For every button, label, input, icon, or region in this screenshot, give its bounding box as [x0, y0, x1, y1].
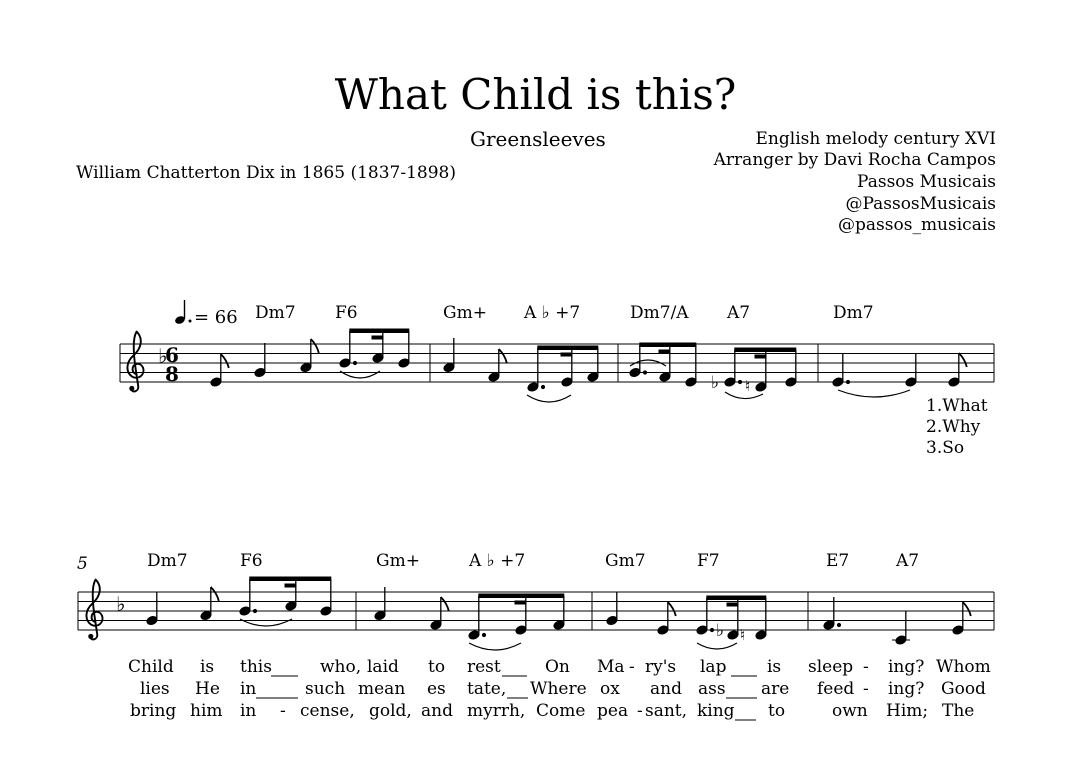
- lyric-syllable: to: [428, 657, 446, 677]
- lyric-syllable: him: [190, 701, 223, 721]
- chord-symbol: F6: [335, 303, 358, 323]
- lyric-syllable: who,: [320, 657, 362, 677]
- lyric-hyphen: -: [863, 679, 869, 699]
- lyric-syllable: ing?: [888, 657, 925, 677]
- chord-symbol: E7: [826, 551, 850, 571]
- lyric-syllable: myrrh,: [467, 701, 526, 721]
- poet-credit: William Chatterton Dix in 1865 (1837-1898): [76, 163, 456, 183]
- chord-symbol: F6: [240, 551, 263, 571]
- lyric-hyphen: -: [863, 657, 869, 677]
- lyric-syllable: tate,: [467, 679, 507, 699]
- verse-lyric: 2.Why: [926, 417, 981, 437]
- lyric-syllable: cense,: [300, 701, 355, 721]
- lyric-syllable: is: [200, 657, 215, 677]
- time-signature-bottom: 8: [165, 362, 179, 386]
- tempo-marking: = 66: [194, 307, 238, 328]
- lyric-syllable: Where: [530, 679, 587, 699]
- chord-symbol: Dm7: [147, 551, 188, 571]
- lyric-syllable: gold,: [369, 701, 412, 721]
- svg-text:♭: ♭: [711, 373, 720, 393]
- social-line-1: @PassosMusicais: [845, 194, 996, 214]
- lyric-syllable: such: [305, 679, 346, 699]
- chord-symbol: F7: [697, 551, 720, 571]
- lyric-syllable: rest: [467, 657, 501, 677]
- lyric-hyphen: -: [280, 701, 286, 721]
- time-signature-top: 6: [165, 343, 179, 367]
- chord-symbol: A7: [727, 303, 751, 323]
- chord-symbol: Dm7: [833, 303, 874, 323]
- lyric-syllable: lies: [140, 679, 170, 699]
- lyric-syllable: in: [240, 679, 257, 699]
- lyric-syllable: and: [650, 679, 682, 699]
- svg-text:♮: ♮: [740, 626, 746, 644]
- lyric-syllable: Child: [128, 657, 174, 677]
- notes-system-1: [210, 329, 967, 402]
- lyric-syllable: king: [697, 701, 735, 721]
- lyric-syllable: The: [942, 701, 975, 721]
- social-line-2: @passos_musicais: [838, 215, 996, 235]
- quarter-note-icon: [174, 300, 191, 325]
- lyric-syllable: to: [768, 701, 786, 721]
- lyric-syllable: ing?: [888, 679, 925, 699]
- lyric-syllable: sleep: [808, 657, 854, 677]
- lyric-extenders: [256, 676, 757, 720]
- chord-symbol: Gm+: [443, 303, 487, 323]
- score-title: What Child is this?: [334, 70, 737, 119]
- lyric-hyphen: -: [629, 657, 635, 677]
- lyric-syllable: Ma: [597, 657, 625, 677]
- composer-line: English melody century XVI: [755, 129, 996, 149]
- lyric-syllable: in: [240, 701, 257, 721]
- chord-symbol: A ♭ +7: [469, 551, 526, 571]
- chord-symbol: Gm+: [376, 551, 420, 571]
- lyric-syllable: this: [240, 657, 272, 677]
- lyric-syllable: ox: [600, 679, 620, 699]
- lyric-syllable: Him;: [886, 701, 929, 721]
- verse-lyric: 1.What: [926, 396, 988, 416]
- lyric-syllable: ass: [698, 679, 726, 699]
- arranger-line: Arranger by Davi Rocha Campos: [713, 150, 996, 170]
- chord-symbol: A ♭ +7: [524, 303, 581, 323]
- lyric-syllable: Good: [941, 679, 986, 699]
- verse-lyric: 3.So: [926, 438, 965, 458]
- lyric-syllable: feed: [817, 679, 855, 699]
- lyric-syllable: es: [427, 679, 446, 699]
- score-subtitle: Greensleeves: [470, 127, 606, 151]
- lyric-syllable: He: [195, 679, 220, 699]
- lyric-syllable: mean: [358, 679, 406, 699]
- flat-icon: ♭: [158, 344, 168, 368]
- lyric-syllable: and: [421, 701, 453, 721]
- lyric-syllable: Come: [536, 701, 586, 721]
- chord-symbol: Dm7/A: [630, 303, 689, 323]
- lyric-syllable: lap: [700, 657, 727, 677]
- lyric-syllable: ry's: [645, 657, 677, 677]
- chord-symbol: A7: [896, 551, 920, 571]
- lyric-syllable: On: [545, 657, 570, 677]
- lyric-syllable: are: [761, 679, 790, 699]
- lyric-syllable: is: [767, 657, 782, 677]
- chord-symbol: Gm7: [605, 551, 646, 571]
- lyric-syllable: pea: [597, 701, 629, 721]
- lyric-syllable: own: [832, 701, 868, 721]
- lyric-syllable: laid: [367, 657, 399, 677]
- svg-text:♭: ♭: [716, 621, 725, 641]
- measure-number: 5: [77, 554, 88, 574]
- svg-text:♮: ♮: [745, 377, 751, 395]
- lyric-syllable: bring: [130, 701, 177, 721]
- lyric-syllable: sant,: [645, 701, 688, 721]
- notes-system-2: [146, 577, 971, 650]
- lyric-hyphen: -: [637, 701, 643, 721]
- lyric-syllable: Whom: [936, 657, 991, 677]
- chord-symbol: Dm7: [255, 303, 296, 323]
- flat-icon: ♭: [116, 592, 126, 616]
- publisher-line: Passos Musicais: [857, 172, 996, 192]
